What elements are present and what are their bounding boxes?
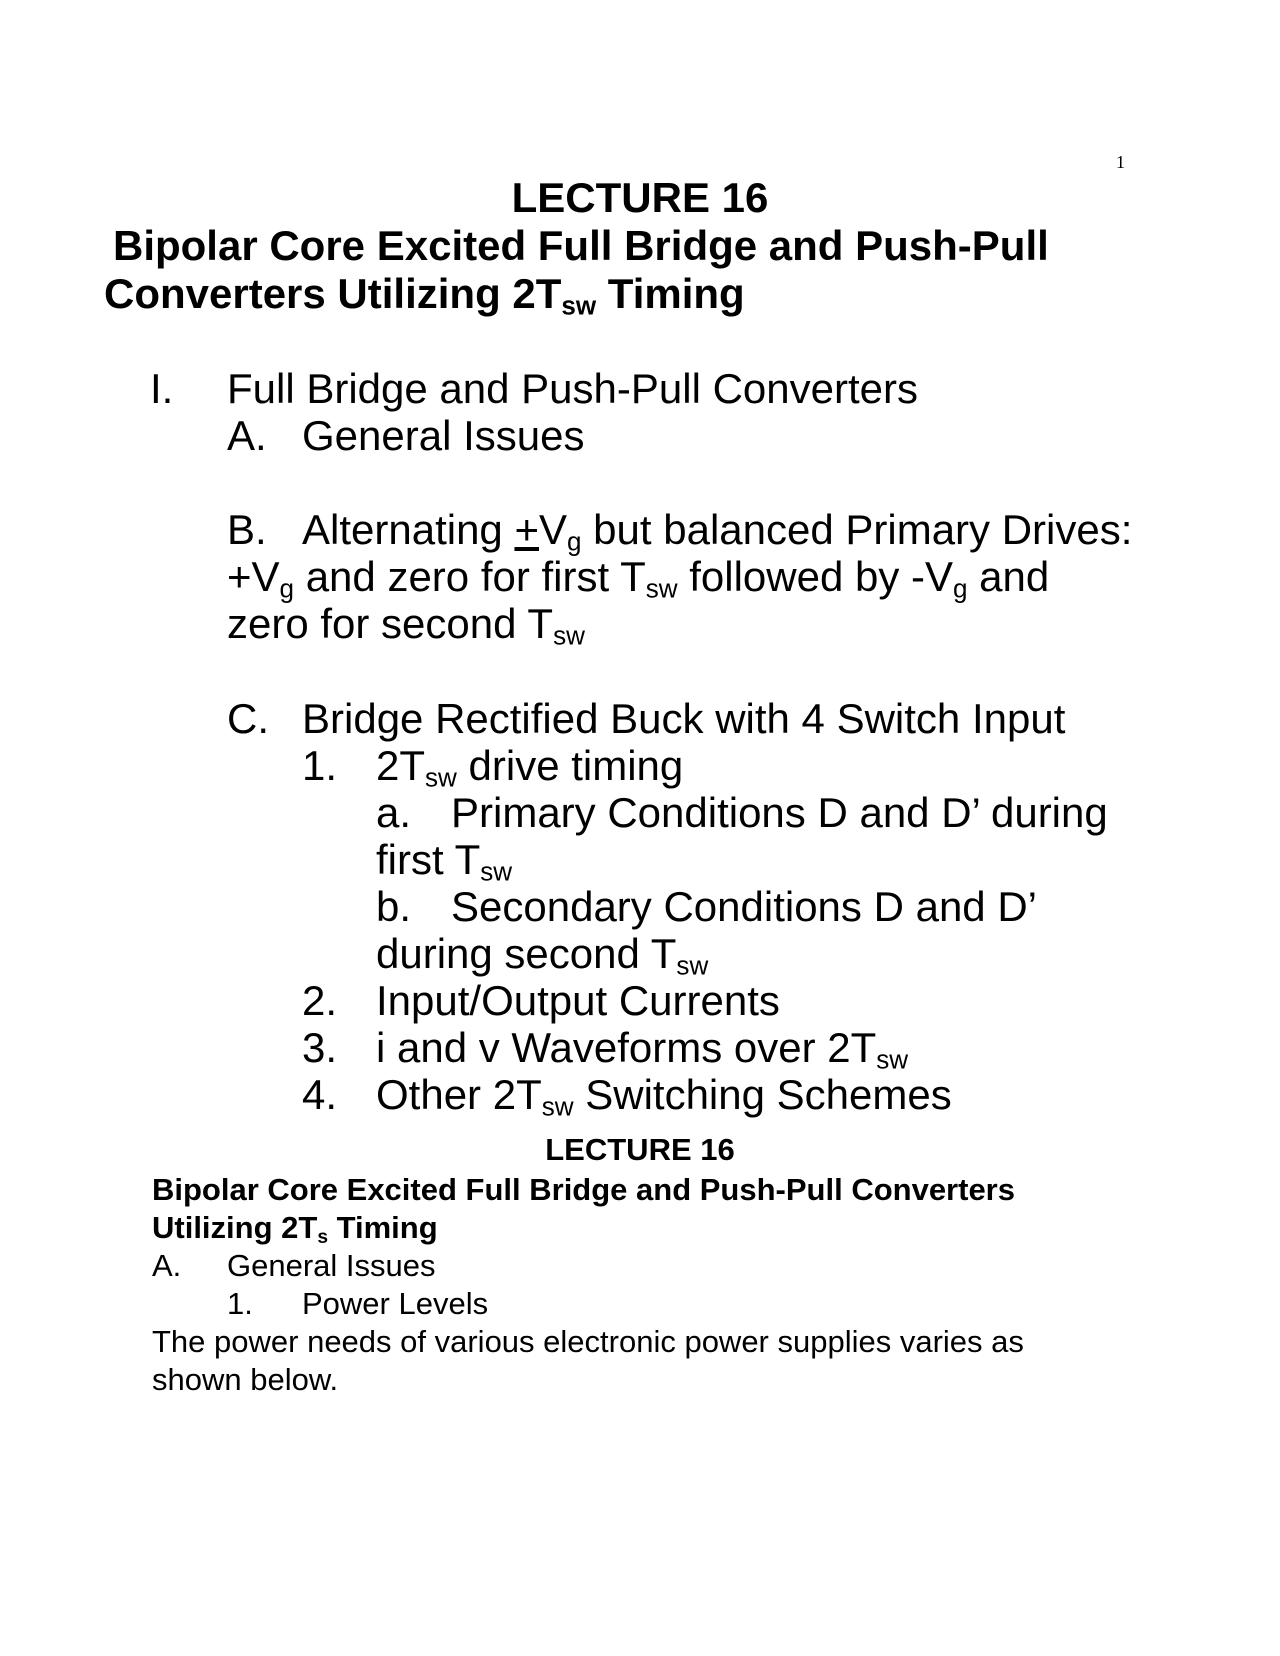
outline-A-text: General Issues (302, 412, 585, 459)
title-line-2: Converters Utilizing $2T_{sw}$ Timing (104, 270, 745, 321)
outline-I-number: I. (150, 365, 174, 412)
outline-C1b-letter: b. (376, 883, 412, 930)
outline-C1-number: 1. (302, 742, 338, 789)
body-paragraph-line-1: The power needs of various electronic power supplies varies as (152, 1324, 1024, 1359)
outline-B-line-2: $+V_g$ and zero for first $T_{sw}$ followed by $-V_g$ and (227, 553, 1050, 604)
outline-C1b-text: Secondary Conditions D and D’ (451, 883, 1037, 930)
body-paragraph-line-2: shown below. (152, 1362, 339, 1397)
body-section-A-number: A. (152, 1248, 182, 1283)
outline-C-number: C. (227, 695, 269, 742)
body-item-1-number: 1. (227, 1286, 253, 1321)
lecture-heading: LECTURE 16 (511, 174, 769, 221)
outline-C3-text: i and v Waveforms over $2T_{sw}$ (376, 1024, 909, 1075)
outline-A-number: A. (227, 412, 267, 459)
outline-B-line-1: Alternating $+V_g$ but balanced Primary Drives: (302, 506, 1133, 557)
body-title-line-1: Bipolar Core Excited Full Bridge and Push-Pull Converters (152, 1172, 1015, 1207)
outline-C4-number: 4. (302, 1071, 338, 1118)
outline-C2-text: Input/Output Currents (376, 977, 780, 1024)
outline-C1a-letter: a. (376, 789, 412, 836)
outline-B-line-3: zero for second $T_{sw}$ (227, 600, 585, 651)
body-item-1-text: Power Levels (302, 1286, 489, 1321)
outline-I-text: Full Bridge and Push-Pull Converters (227, 365, 918, 412)
body-section-A-text: General Issues (227, 1248, 436, 1283)
body-lecture-heading: LECTURE 16 (545, 1132, 735, 1167)
outline-C1b-line-2: during second $T_{sw}$ (376, 930, 709, 981)
outline-C3-number: 3. (302, 1024, 338, 1071)
outline-C-text: Bridge Rectified Buck with 4 Switch Input (302, 695, 1066, 742)
outline-C2-number: 2. (302, 977, 338, 1024)
outline-C4-text: Other $2T_{sw}$ Switching Schemes (376, 1071, 952, 1122)
title-line-1: Bipolar Core Excited Full Bridge and Push-Pull (113, 222, 1049, 269)
page-number: 1 (1116, 152, 1125, 172)
outline-C1a-text: Primary Conditions D and D’ during (451, 789, 1108, 836)
outline-C1-text: $2T_{sw}$ drive timing (376, 742, 684, 793)
outline-C1a-line-2: first $T_{sw}$ (376, 836, 513, 887)
body-title-line-2: Utilizing $2T_s$ Timing (152, 1210, 438, 1248)
outline-B-number: B. (227, 506, 267, 553)
